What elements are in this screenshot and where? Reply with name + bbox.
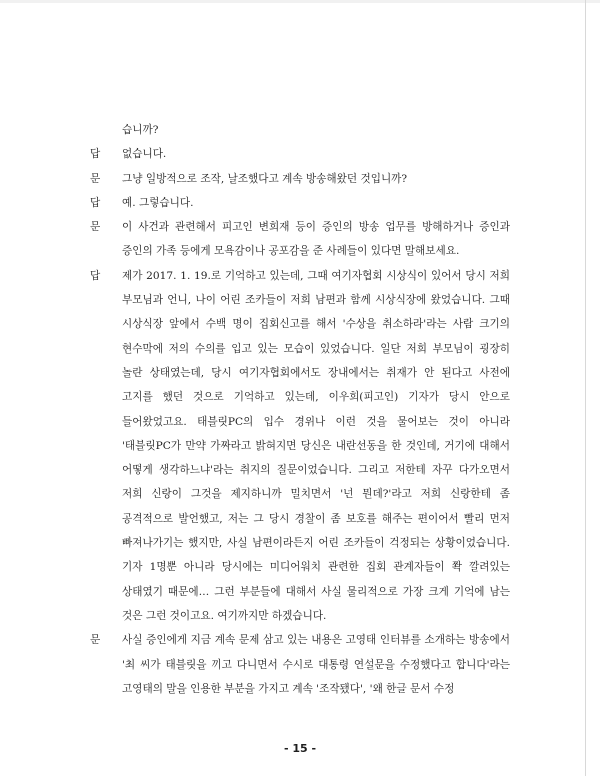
speaker-label-question: 문 — [90, 221, 101, 234]
entry-text: 예. 그렇습니다. — [122, 196, 194, 209]
entry-text: 사실 증인에게 지금 계속 문제 삼고 있는 내용은 고영태 인터뷰를 소개하는 방송에서 '최 씨가 태블릿을 끼고 다니면서 수시로 대통령 연설문을 수정했다고 합니다'라는 고영태의 말을 인용한 부분을 가지고 계속 '조작됐다', '왜 한글 문서 수정 — [122, 634, 510, 695]
entry-text: 습니까? — [122, 124, 159, 136]
transcript-entry — [90, 628, 510, 701]
transcript-entry — [90, 167, 510, 191]
entry-text: 그냥 일방적으로 조작, 날조했다고 계속 방송해왔던 것입니까? — [122, 172, 408, 185]
scan-top-shadow — [0, 0, 600, 3]
transcript-entry — [90, 215, 510, 264]
speaker-label-question: 문 — [90, 172, 101, 185]
scan-edge-line — [585, 0, 586, 776]
page-number: - 15 - — [283, 742, 317, 755]
entry-text: 없습니다. — [122, 148, 167, 161]
speaker-label-answer: 답 — [90, 196, 101, 209]
transcript-entry — [90, 264, 510, 628]
entry-text: 제가 2017. 1. 19.로 기억하고 있는데, 그때 여기자협회 시상식이 있어서 당시 저희 부모님과 언니, 나이 어린 조카들이 저희 남편과 함께 시상식장에 왔었습니다. 그때 시상식장 앞에서 수백 명이 집회신고를 해서 '수상을 취소하라'라는 사람 크기의 현수막에 저의 수의를 입고 있는 모습이 있었습니다. 일단 저희 부모님이 굉장히 놀란 상태였는데, 당시 여기자협회에서도 장내에서는 취재가 안 된다고 사전에 고지를 했던 것으로 기억하고 있는데, 이우희(피고인) 기자가 당시 안으로 들어왔었고요. 태블릿PC의 입수 경위나 이런 것을 물어보는 것이 아니라 '태블릿PC가 만약 가짜라고 밝혀지면 당신은 내란선동을 한 것인데, 거기에 대해서 어떻게 생각하느냐'라는 취지의 질문이었습니다. 그리고 저한테 자꾸 다가오면서 저희 신랑이 그것을 제지하니까 밀치면서 '넌 뭔데?'라고 저희 신랑한테 좀 공격적으로 발언했고, 저는 그 당시 경찰이 좀 보호를 해주는 편이어서 빨리 먼저 빠져나가기는 했지만, 사실 남편이라든지 어린 조카들이 걱정되는 상황이었습니다. 기자 1명뿐 아니라 당시에는 미디어워치 관련한 집회 관계자들이 쫙 깔려있는 상태였기 때문에… 그런 부분들에 대해서 사실 물리적으로 가장 크게 기억에 남는 것은 그런 것이고요. 여기까지만 하겠습니다. — [122, 269, 510, 622]
transcript-body — [90, 118, 510, 701]
entry-text: 이 사건과 관련해서 피고인 변희재 등이 증인의 방송 업무를 방해하거나 증인과 증인의 가족 등에게 모욕감이나 공포감을 준 사례들이 있다면 말해보세요. — [122, 221, 510, 258]
speaker-label-answer: 답 — [90, 148, 101, 161]
transcript-entry — [90, 191, 510, 215]
transcript-entry — [90, 118, 510, 142]
speaker-label-question: 문 — [90, 634, 101, 647]
transcript-entry — [90, 142, 510, 166]
speaker-label-answer: 답 — [90, 269, 101, 282]
